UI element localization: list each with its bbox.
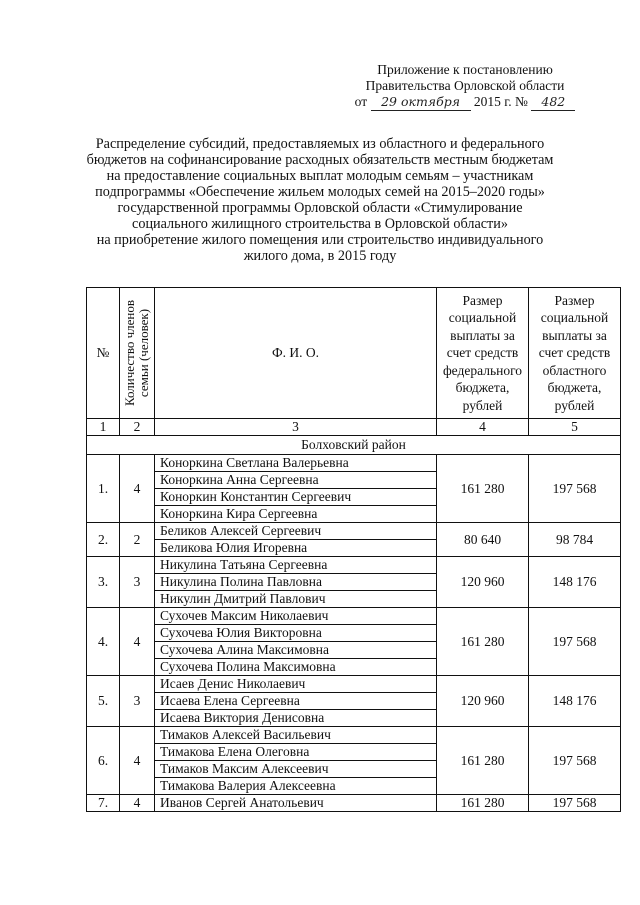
regional-amount: 197 568 bbox=[529, 608, 621, 676]
family-number: 2. bbox=[87, 523, 120, 557]
column-number: 1 bbox=[87, 419, 120, 436]
family-members: 3 bbox=[120, 676, 155, 727]
column-number: 5 bbox=[529, 419, 621, 436]
date-prefix: от bbox=[354, 94, 368, 109]
member-name: Тимакова Валерия Алексеевна bbox=[155, 778, 437, 795]
title-line: на приобретение жилого помещения или строительство индивидуального bbox=[96, 232, 544, 248]
member-name: Сухочева Алина Максимовна bbox=[155, 642, 437, 659]
document-title bbox=[70, 136, 570, 264]
document-header bbox=[335, 62, 595, 111]
member-name: Тимакова Елена Олеговна bbox=[155, 744, 437, 761]
member-name: Исаев Денис Николаевич bbox=[155, 676, 437, 693]
regional-amount: 197 568 bbox=[529, 455, 621, 523]
federal-amount: 161 280 bbox=[437, 608, 529, 676]
title-line: социального жилищного строительства в Орловской области» bbox=[132, 216, 508, 232]
family-members: 2 bbox=[120, 523, 155, 557]
family-number: 5. bbox=[87, 676, 120, 727]
title-line: бюджетов на софинансирование расходных обязательств местным бюджетам bbox=[86, 152, 554, 168]
family-members: 4 bbox=[120, 608, 155, 676]
column-number-row bbox=[87, 419, 621, 436]
column-number: 2 bbox=[120, 419, 155, 436]
member-name: Тимаков Алексей Васильевич bbox=[155, 727, 437, 744]
table-row bbox=[87, 523, 621, 540]
family-members: 4 bbox=[120, 455, 155, 523]
regional-amount: 148 176 bbox=[529, 557, 621, 608]
family-number: 3. bbox=[87, 557, 120, 608]
handwritten-date: 29 октября bbox=[371, 94, 471, 111]
member-name: Коноркина Кира Сергеевна bbox=[155, 506, 437, 523]
regional-amount: 197 568 bbox=[529, 795, 621, 812]
column-number: 4 bbox=[437, 419, 529, 436]
member-name: Исаева Виктория Денисовна bbox=[155, 710, 437, 727]
member-name: Никулина Татьяна Сергеевна bbox=[155, 557, 437, 574]
family-members: 4 bbox=[120, 727, 155, 795]
member-name: Исаева Елена Сергеевна bbox=[155, 693, 437, 710]
appendix-label: Приложение к постановлению bbox=[377, 62, 553, 77]
title-line: Распределение субсидий, предоставляемых из областного и федерального bbox=[95, 136, 545, 152]
header-members-label: Количество членов семьи (человек) bbox=[122, 299, 151, 407]
title-line: жилого дома, в 2015 году bbox=[243, 248, 397, 264]
title-line: подпрограммы «Обеспечение жильем молодых семей на 2015–2020 годы» bbox=[95, 184, 545, 200]
family-number: 6. bbox=[87, 727, 120, 795]
member-name: Сухочева Юлия Викторовна bbox=[155, 625, 437, 642]
issuer-label: Правительства Орловской области bbox=[365, 78, 565, 93]
family-number: 4. bbox=[87, 608, 120, 676]
header-fio: Ф. И. О. bbox=[155, 288, 437, 419]
table-row bbox=[87, 727, 621, 744]
regional-amount: 197 568 bbox=[529, 727, 621, 795]
title-line: на предоставление социальных выплат молодым семьям – участникам bbox=[106, 168, 534, 184]
date-number-line bbox=[335, 94, 595, 111]
header-no: № bbox=[87, 288, 120, 419]
member-name: Никулин Дмитрий Павлович bbox=[155, 591, 437, 608]
family-number: 1. bbox=[87, 455, 120, 523]
member-name: Сухочева Полина Максимовна bbox=[155, 659, 437, 676]
handwritten-number: 482 bbox=[531, 94, 575, 111]
member-name: Коноркина Анна Сергеевна bbox=[155, 472, 437, 489]
family-members: 4 bbox=[120, 795, 155, 812]
title-line: государственной программы Орловской области «Стимулирование bbox=[117, 200, 523, 216]
header-members-text bbox=[123, 294, 151, 412]
date-year-label: 2015 г. № bbox=[473, 94, 528, 109]
federal-amount: 161 280 bbox=[437, 455, 529, 523]
table-row bbox=[87, 795, 621, 812]
family-members: 3 bbox=[120, 557, 155, 608]
district-name: Болховский район bbox=[87, 436, 621, 455]
family-number: 7. bbox=[87, 795, 120, 812]
header-federal: Размер социальной выплаты за счет средств федерального бюджета, рублей bbox=[437, 288, 529, 419]
member-name: Тимаков Максим Алексеевич bbox=[155, 761, 437, 778]
member-name: Беликов Алексей Сергеевич bbox=[155, 523, 437, 540]
table-row bbox=[87, 608, 621, 625]
federal-amount: 80 640 bbox=[437, 523, 529, 557]
column-number: 3 bbox=[155, 419, 437, 436]
member-name: Коноркина Светлана Валерьевна bbox=[155, 455, 437, 472]
table-row bbox=[87, 557, 621, 574]
regional-amount: 98 784 bbox=[529, 523, 621, 557]
table-header-row bbox=[87, 288, 621, 419]
table-row bbox=[87, 676, 621, 693]
header-regional: Размер социальной выплаты за счет средств областного бюджета, рублей bbox=[529, 288, 621, 419]
regional-amount: 148 176 bbox=[529, 676, 621, 727]
member-name: Никулина Полина Павловна bbox=[155, 574, 437, 591]
member-name: Беликова Юлия Игоревна bbox=[155, 540, 437, 557]
header-members bbox=[120, 288, 155, 419]
member-name: Сухочев Максим Николаевич bbox=[155, 608, 437, 625]
federal-amount: 120 960 bbox=[437, 557, 529, 608]
subsidy-table bbox=[86, 287, 621, 812]
district-row bbox=[87, 436, 621, 455]
federal-amount: 120 960 bbox=[437, 676, 529, 727]
federal-amount: 161 280 bbox=[437, 795, 529, 812]
member-name: Коноркин Константин Сергеевич bbox=[155, 489, 437, 506]
member-name: Иванов Сергей Анатольевич bbox=[155, 795, 437, 812]
federal-amount: 161 280 bbox=[437, 727, 529, 795]
table-row bbox=[87, 455, 621, 472]
